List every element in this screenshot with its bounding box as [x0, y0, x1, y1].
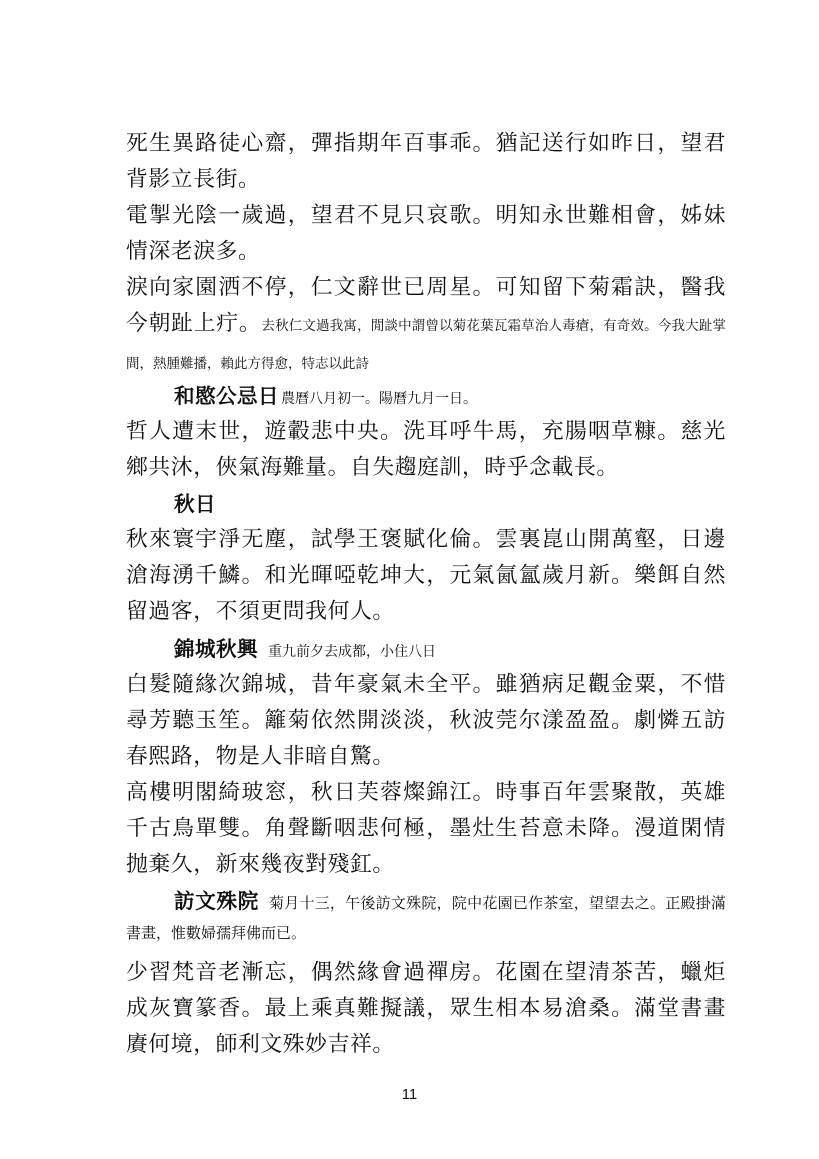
page-number: 11: [401, 1086, 418, 1103]
poem-4: [126, 667, 726, 883]
poem-2-subtitle: 農曆八月初一。陽曆九月一日。: [281, 391, 477, 407]
poem-3-heading: [126, 489, 726, 521]
poem-3-title: 秋日: [174, 492, 216, 516]
poem-5: [126, 955, 726, 1063]
poem-2: [126, 414, 726, 486]
poem-4-subtitle: 重九前夕去成都，小住八日: [268, 644, 436, 660]
poem-2-title: 和愍公忌日: [174, 384, 279, 408]
poem-5-title: 訪文殊院: [174, 889, 259, 913]
poem-4-stanza-2: 高樓明閣綺玻窓，秋日芙蓉燦錦江。時事百年雲聚散，英雄千古鳥單雙。角聲斷咽悲何極，墨灶生苔意未降。漫道閑情抛棄久，新來幾夜對殘釭。: [126, 780, 726, 877]
poem-5-heading-line: [126, 886, 726, 948]
poem-2-body: 哲人遭末世，遊轂悲中央。洗耳呼牛馬，充腸咽草糠。慈光鄉共沐，俠氣海難量。自失趨庭訓，時乎念載長。: [126, 419, 726, 480]
poem-1: [126, 126, 726, 382]
poem-1-stanza-1: 死生異路徒心齋，彈指期年百事乖。猶記送行如昨日，望君背影立長街。: [126, 131, 726, 192]
poem-3: [126, 522, 726, 630]
poem-5-subtitle: 菊月十三，午後訪文殊院，院中花園已作茶室，望望去之。正殿掛滿書畫，惟數婦孺拜佛而已。: [126, 894, 726, 942]
poem-4-heading: [126, 634, 726, 667]
poem-1-stanza-3-text: 淚向家園洒不停，仁文辭世已周星。可知留下菊霜訣，醫我今朝趾上疔。: [126, 275, 726, 336]
poem-1-stanza-2: 電掣光陰一歲過，望君不見只哀歌。明知永世難相會，姊妹情深老淚多。: [126, 203, 726, 264]
poem-2-heading: [126, 381, 726, 414]
poem-5-heading: [126, 886, 726, 948]
poem-1-note: 去秋仁文過我寓，閒談中謂曾以菊花葉瓦霜草治人毒瘡，有奇效。今我大趾掌間，熱腫難播，賴此方得愈，特志以此詩: [126, 318, 726, 372]
poem-5-body: 少習梵音老漸忘，偶然緣會過禪房。花園在望清茶苦，蠟炬成灰寶篆香。最上乘真難擬議，眾生相本易滄桑。滿堂書畫賡何境，師利文殊妙吉祥。: [126, 960, 726, 1057]
poem-4-title: 錦城秋興: [174, 637, 258, 661]
poem-4-stanza-1: 白髮隨緣次錦城，昔年豪氣未全平。雖猶病足觀金粟，不惜尋芳聽玉笙。籬菊依然開淡淡，秋波莞尔漾盈盈。劇憐五訪春熙路，物是人非暗自驚。: [126, 672, 726, 769]
poem-1-stanza-3: [126, 270, 726, 382]
poem-3-body: 秋來寰宇淨无塵，試學王褒賦化倫。雲裏崑山開萬壑，日邊滄海湧千鱗。和光暉啞乾坤大，元氣氤氳歲月新。樂餌自然留過客，不須更問我何人。: [126, 527, 726, 624]
